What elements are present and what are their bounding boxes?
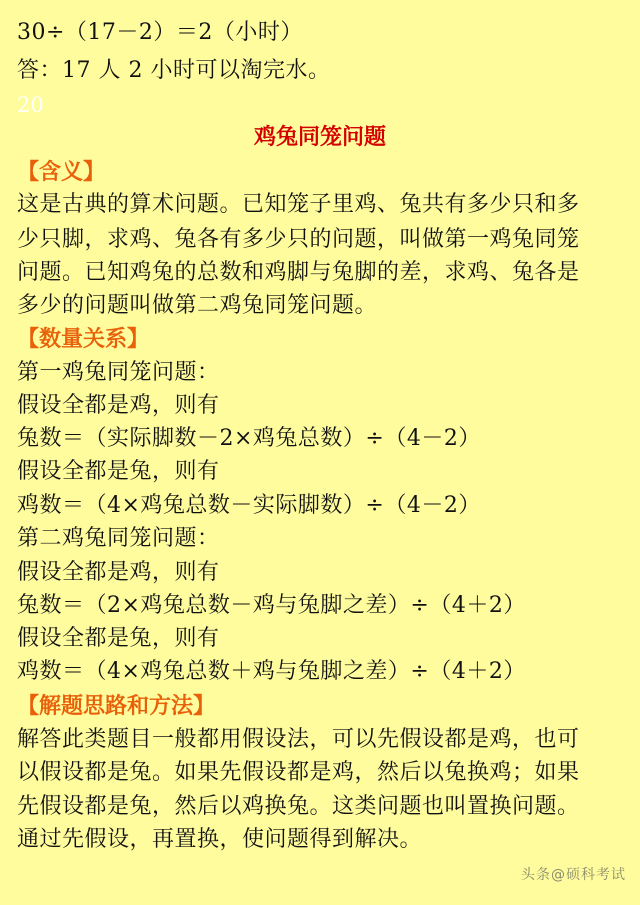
relation-formula: 兔数＝（实际脚数－2×鸡兔总数）÷（4－2）	[17, 426, 481, 451]
relation-line: 假设全都是兔，则有	[17, 626, 220, 651]
page-title: 鸡兔同笼问题	[253, 124, 386, 150]
relation-line: 假设全都是兔，则有	[17, 459, 220, 484]
method-line: 解答此类题目一般都用假设法，可以先假设都是鸡，也可	[17, 727, 580, 752]
meaning-line: 多少的问题叫做第二鸡兔同笼问题。	[17, 293, 378, 318]
section-heading-method: 【解题思路和方法】	[17, 693, 216, 719]
answer-line: 答：17 人 2 小时可以淘完水。	[17, 58, 331, 83]
relation-formula: 鸡数＝（4×鸡兔总数＋鸡与兔脚之差）÷（4＋2）	[17, 659, 526, 684]
answer-calculation-line: 30÷（17－2）＝2（小时）	[17, 20, 303, 45]
relation-line: 第一鸡兔同笼问题：	[17, 360, 220, 385]
method-line: 以假设都是兔。如果先假设都是鸡，然后以兔换鸡；如果	[17, 760, 580, 785]
page-number: 20	[17, 93, 44, 117]
source-watermark: 头条@硕科考试	[521, 867, 626, 883]
method-line: 通过先假设，再置换，使问题得到解决。	[17, 827, 423, 852]
meaning-line: 问题。已知鸡兔的总数和鸡脚与兔脚的差，求鸡、兔各是	[17, 260, 580, 285]
relation-line: 假设全都是鸡，则有	[17, 393, 220, 418]
relation-formula: 兔数＝（2×鸡兔总数－鸡与兔脚之差）÷（4＋2）	[17, 593, 526, 618]
section-heading-relation: 【数量关系】	[17, 326, 150, 352]
relation-line: 假设全都是鸡，则有	[17, 560, 220, 585]
meaning-line: 这是古典的算术问题。已知笼子里鸡、兔共有多少只和多	[17, 192, 580, 217]
relation-line: 第二鸡兔同笼问题：	[17, 526, 220, 551]
relation-formula: 鸡数＝（4×鸡兔总数－实际脚数）÷（4－2）	[17, 493, 481, 518]
section-heading-meaning: 【含义】	[17, 159, 106, 185]
method-line: 先假设都是兔，然后以鸡换兔。这类问题也叫置换问题。	[17, 794, 580, 819]
meaning-line: 少只脚，求鸡、兔各有多少只的问题，叫做第一鸡兔同笼	[17, 227, 580, 252]
